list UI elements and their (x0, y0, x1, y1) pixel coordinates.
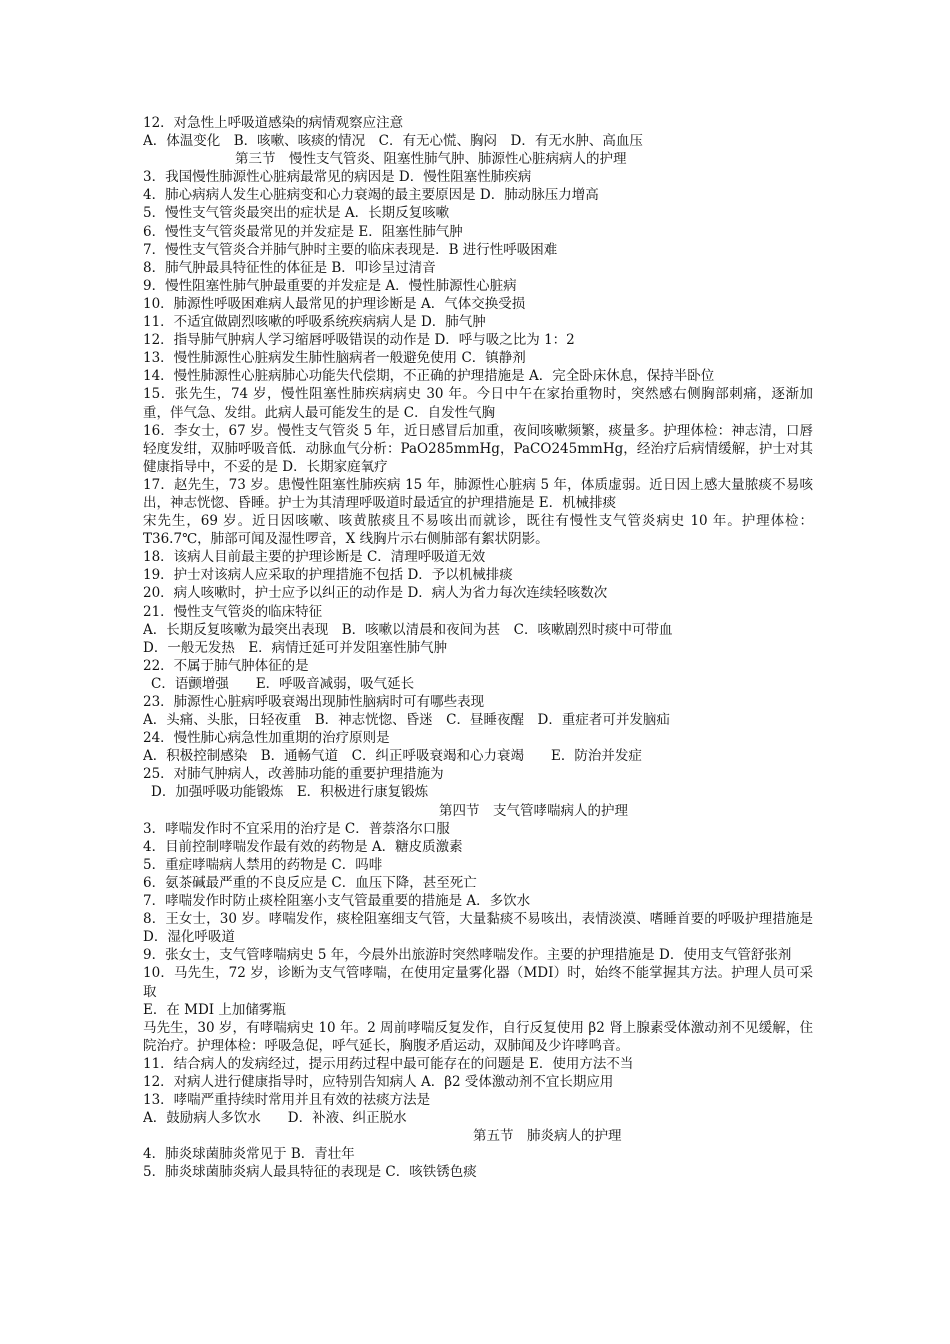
question-paragraph: 15．张先生，74 岁，慢性阻塞性肺疾病病史 30 年。今日中午在家抬重物时，突然感右侧胸部刺痛，逐渐加重，伴气急、发绀。此病人最可能发生的是 C．自发性气胸 (143, 386, 813, 421)
question-line: 13．哮喘严重持续时常用并且有效的祛痰方法是 (143, 1092, 431, 1109)
question-line: 5．慢性支气管炎最突出的症状是 A．长期反复咳嗽 (143, 205, 450, 222)
answer-options: A．长期反复咳嗽为最突出表现 B．咳嗽以清晨和夜间为甚 C．咳嗽剧烈时痰中可带血 (143, 621, 673, 638)
section-heading: 第五节 肺炎病人的护理 (473, 1128, 622, 1145)
answer-options: A．鼓励病人多饮水 D．补液、纠正脱水 (143, 1110, 407, 1127)
question-line: 3．我国慢性肺源性心脏病最常见的病因是 D．慢性阻塞性肺疾病 (143, 169, 532, 186)
question-line: 18．该病人目前最主要的护理诊断是 C．清理呼吸道无效 (143, 549, 486, 566)
answer-options: E．在 MDI 上加储雾瓶 (143, 1001, 286, 1018)
question-paragraph: 17．赵先生，73 岁。患慢性阻塞性肺疾病 15 年，肺源性心脏病 5 年，体质虚弱。近日因上感大量脓痰不易咳出，神志恍惚、昏睡。护士为其清理呼吸道时最适宜的护理措施是 E．机械排痰 (143, 476, 813, 511)
question-paragraph: 16．李女士，67 岁。慢性支气管炎 5 年，近日感冒后加重，夜间咳嗽频繁，痰量多。护理体检：神志清，口唇轻度发绀，双肺呼吸音低．动脉血气分析：PaO285mmHg，PaCO245mmHg，经治疗后病情缓解，护士对其健康指导中，不妥的是 D．长期家庭氧疗 (143, 422, 813, 475)
answer-options: C．语颤增强 E．呼吸音减弱，吸气延长 (151, 675, 415, 692)
question-line: 6．慢性支气管炎最常见的并发症是 E．阻塞性肺气肿 (143, 223, 463, 240)
question-paragraph: 14．慢性肺源性心脏病肺心功能失代偿期，不正确的护理措施是 A．完全卧床休息，保持半卧位 (143, 368, 715, 385)
answer-options: A．积极控制感染 B．通畅气道 C．纠正呼吸衰竭和心力衰竭 E．防治并发症 (143, 748, 642, 765)
question-line: 20．病人咳嗽时，护士应予以纠正的动作是 D．病人为省力每次连续轻咳数次 (143, 585, 608, 602)
answer-options: D．一般无发热 E．病情迁延可并发阻塞性肺气肿 (143, 639, 448, 656)
question-line: 19．护士对该病人应采取的护理措施不包括 D．予以机械排痰 (143, 567, 513, 584)
question-line: 13．慢性肺源性心脏病发生肺性脑病者一般避免使用 C．镇静剂 (143, 350, 526, 367)
question-line: 7．慢性支气管炎合并肺气肿时主要的临床表现是．B 进行性呼吸困难 (143, 241, 558, 258)
case-description: 马先生，30 岁，有哮喘病史 10 年。2 周前哮喘反复发作，自行反复使用 β2 肾上腺素受体激动剂不见缓解，住院治疗。护理体检：呼吸急促，呼气延长，胸腹矛盾运动，双肺闻及少许哮鸣音。 (143, 1019, 813, 1054)
question-line: 21．慢性支气管炎的临床特征 (143, 603, 323, 620)
question-line: 12．对急性上呼吸道感染的病情观察应注意 (143, 115, 404, 131)
answer-options: A．头痛、头胀，日轻夜重 B．神志恍惚、昏迷 C．昼睡夜醒 D．重症者可并发脑疝 (143, 712, 670, 729)
question-line: 23．肺源性心脏病呼吸衰竭出现肺性脑病时可有哪些表现 (143, 694, 485, 710)
section-heading: 第三节 慢性支气管炎、阻塞性肺气肿、肺源性心脏病病人的护理 (235, 151, 627, 168)
answer-options: A．体温变化 B．咳嗽、咳痰的情况 C．有无心慌、胸闷 D．有无水肿、高血压 (143, 133, 643, 150)
question-line: 4．肺心病病人发生心脏病变和心力衰竭的最主要原因是 D．肺动脉压力增高 (143, 187, 599, 204)
section-heading: 第四节 支气管哮喘病人的护理 (439, 802, 628, 819)
question-line: 6．氨茶碱最严重的不良反应是 C．血压下降，甚至死亡 (143, 874, 477, 891)
question-line: 4．肺炎球菌肺炎常见于 B．青壮年 (143, 1146, 355, 1163)
question-line: 5．肺炎球菌肺炎病人最具特征的表现是 C．咳铁锈色痰 (143, 1164, 477, 1181)
question-line: 8．肺气肿最具特征性的体征是 B．叩诊呈过清音 (143, 259, 436, 276)
question-line: 24．慢性肺心病急性加重期的治疗原则是 (143, 730, 390, 747)
question-line: 7．哮喘发作时防止痰栓阻塞小支气管最重要的措施是 A．多饮水 (143, 893, 531, 910)
question-line: 5．重症哮喘病人禁用的药物是 C．吗啡 (143, 856, 383, 873)
question-line: 11．结合病人的发病经过，提示用药过程中最可能存在的问题是 E．使用方法不当 (143, 1055, 634, 1072)
question-paragraph: 9．张女士，支气管哮喘病史 5 年，今晨外出旅游时突然哮喘发作。主要的护理措施是 D．使用支气管舒张剂 (143, 947, 792, 964)
document-page (143, 114, 813, 1182)
question-paragraph: 8．王女士，30 岁。哮喘发作，痰栓阻塞细支气管，大量黏痰不易咳出，表情淡漠、嗜睡首要的呼吸护理措施是 D．湿化呼吸道 (143, 911, 813, 946)
question-line: 9．慢性阻塞性肺气肿最重要的并发症是 A．慢性肺源性心脏病 (143, 277, 517, 294)
answer-options: D．加强呼吸功能锻炼 E．积极进行康复锻炼 (151, 784, 429, 801)
question-line: 12．指导肺气肿病人学习缩唇呼吸错误的动作是 D．呼与吸之比为 1：2 (143, 332, 575, 349)
question-line: 25．对肺气肿病人，改善肺功能的重要护理措施为 (143, 766, 444, 783)
question-line: 3．哮喘发作时不宜采用的治疗是 C．普萘洛尔口服 (143, 820, 450, 837)
question-line: 11．不适宜做剧烈咳嗽的呼吸系统疾病病人是 D．肺气肿 (143, 314, 486, 331)
question-line: 4．目前控制哮喘发作最有效的药物是 A．糖皮质激素 (143, 838, 463, 855)
question-line: 12．对病人进行健康指导时，应特别告知病人 A．β2 受体激动剂不宜长期应用 (143, 1073, 614, 1090)
case-description: 宋先生，69 岁。近日因咳嗽、咳黄脓痰且不易咳出而就诊，既往有慢性支气管炎病史 10 年。护理体检：T36.7℃，肺部可闻及湿性啰音，X 线胸片示右侧肺部有絮状阴影。 (143, 513, 813, 548)
question-paragraph: 10．马先生，72 岁，诊断为支气管哮喘，在使用定量雾化器（MDI）时，始终不能掌握其方法。护理人员可采取 (143, 965, 813, 1000)
question-line: 10．肺源性呼吸困难病人最常见的护理诊断是 A．气体交换受损 (143, 295, 526, 312)
question-line: 22．不属于肺气肿体征的是 (143, 657, 309, 674)
